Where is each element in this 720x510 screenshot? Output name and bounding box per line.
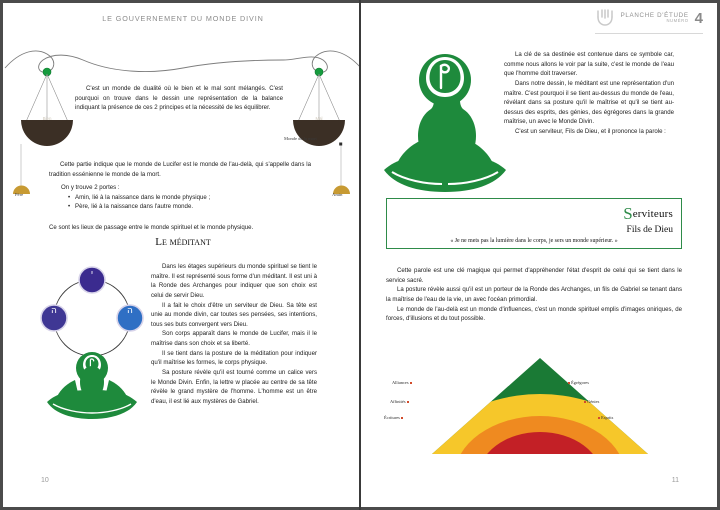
left-col-para-4: Sa posture révèle qu'il est tourné comme un calice vers le Monde Divin. Enfin, la lettre w placée au centre de sa tête révèle le grand mystère de l'homme. L'homme est un être d'eau, il est lié aux mystères de Gabriel.	[151, 368, 317, 405]
pyramid-diagram	[384, 350, 690, 470]
planche-number: 4	[694, 9, 703, 27]
paragraph-lucifer: Cette partie indique que le monde de Lucifer est le monde de l'au-delà, qui s'appelle dans la tradition essénienne le monde de la mort.	[49, 161, 311, 178]
pyramid-label-dot	[598, 417, 600, 419]
quote-word-serviteurs: erviteurs	[632, 208, 673, 220]
paragraph-passage-block	[49, 223, 317, 233]
planche-badge-texts	[621, 13, 689, 24]
left-col-para-1: Il a fait le choix d'être un serviteur de Dieu. Sa tête est unie au monde divin, car toutes ses pensées, ses intentions, tous ses buts convergent vers Dieu.	[151, 301, 317, 328]
label-amin: Amin	[332, 192, 343, 197]
label-monde-de-la-mort: Monde de la mort	[284, 136, 317, 141]
portes-block	[61, 183, 311, 212]
balance-illustration	[3, 28, 360, 136]
planche-detude-badge	[595, 8, 703, 34]
serviteurs-quote-box	[386, 198, 682, 249]
left-page-text-column	[151, 262, 317, 406]
left-col-para-0: Dans les étages supérieurs du monde spirituel se tient le maître. Il est représenté sous forme d'un méditant. Il est uni à la Ronde des Archanges pour indiquer que son choix est celui de servir Dieu.	[151, 263, 317, 299]
pyramid-label-dot	[401, 417, 403, 419]
meditant-svg	[382, 48, 508, 198]
pyramid-label-affinites: Affinités	[390, 399, 409, 404]
left-col-para-2: Son corps apparaît dans le monde de Lucifer, mais il le maîtrise dans son choix et sa liberté.	[151, 330, 317, 347]
numero-label: NUMÉRO	[666, 18, 689, 24]
pyramid-label-alliances: Alliances	[392, 380, 412, 385]
right-col-para-2: C'est un serviteur, Fils de Dieu, et il prononce la parole :	[515, 128, 666, 135]
ronde-des-archanges-diagram	[37, 256, 147, 471]
spread-gutter	[359, 0, 361, 510]
right-page-text-column-top	[504, 50, 674, 137]
quote-box-quote: « Je ne mets pas la lumière dans le corps, je sers un monde supérieur. »	[450, 238, 618, 244]
chalice-icon	[595, 8, 615, 28]
page-top-rule-right	[360, 0, 717, 3]
ronde-svg	[37, 256, 147, 471]
portes-item-0: • Amin, lié à la naissance dans le monde physique ;	[75, 193, 311, 203]
pan-label-mal: Mal	[315, 116, 323, 121]
pyramid-label-ecritures: Écritures	[384, 415, 403, 420]
pan-label-bien: Bien	[42, 116, 52, 121]
pyramid-label-dot	[410, 382, 412, 384]
folio-left: 10	[41, 477, 49, 484]
page-top-rule-left	[3, 0, 360, 3]
right-page	[360, 0, 720, 510]
pyramid-label-esprits: Esprits	[598, 415, 613, 420]
ronde-letter-left: ה	[51, 306, 57, 316]
meditant-illustration	[382, 48, 508, 198]
folio-right: 11	[671, 477, 679, 484]
pyramid-svg	[390, 350, 690, 470]
right-page-text-column-bottom	[386, 266, 682, 324]
ronde-letter-top: י	[90, 269, 93, 279]
pyramid-label-dot	[568, 382, 570, 384]
portes-list	[61, 193, 311, 212]
pyramid-label-dot	[407, 401, 409, 403]
planche-label: PLANCHE D'ÉTUDE	[620, 11, 689, 19]
left-col-para-3: Il se tient dans la posture de la méditation pour indiquer qu'il maîtrise les formes, le corps physique.	[151, 349, 317, 367]
paragraph-passage: Ce sont les lieux de passage entre le monde spirituel et le monde physique.	[49, 224, 254, 231]
quote-word-fils-de-dieu: Fils de Dieu	[626, 225, 673, 235]
label-pere: Père	[15, 192, 24, 197]
after-quote-para-0: Cette parole est une clé magique qui permet d'appréhender l'état d'esprit de celui qui se tient dans le service sacré.	[386, 267, 682, 284]
section-title-le-meditant: Le méditant	[155, 236, 211, 248]
paragraph-balance	[75, 84, 283, 113]
portes-intro: On y trouve 2 portes :	[61, 184, 120, 191]
pyramid-label-dot	[584, 401, 586, 403]
right-col-para-1: Dans notre dessin, le méditant est une représentation d'un maître. C'est pourquoi il se tient au-dessus du monde de l'eau, révélant dans sa posture qu'il le maîtrise et qu'il se tient au-dessus des esprits, des génies, des égrégores dans la grande maîtrise, un avec le Monde Divin.	[504, 79, 674, 126]
portes-item-1: • Père, lié à la naissance dans l'autre monde.	[75, 202, 311, 212]
running-head: LE GOUVERNEMENT DU MONDE DIVIN	[102, 14, 264, 23]
pyramid-label-genies: Génies	[584, 399, 599, 404]
pyramid-label-egregores: Égrégores	[568, 380, 589, 385]
quote-box-heading	[395, 204, 673, 235]
after-quote-para-2: Le monde de l'au-delà est un monde d'influences, c'est un monde spirituel emplis d'images oniriques, de forces, d'illusions et du tout possible.	[386, 305, 682, 323]
paragraph-balance-text: C'est un monde de dualité où le bien et le mal sont mélangés. C'est pourquoi on trouve dans le dessin une représentation de la balance indiquant la présence de ces 2 principes et la nécessité de les équilibrer.	[75, 85, 283, 112]
after-quote-para-1: La posture révèle aussi qu'il est un porteur de la Ronde des Archanges, un fils de Gabriel se tenant dans la maîtrise de l'eau de la vie, un avec l'océan primordial.	[386, 286, 682, 303]
ronde-meditant-figure	[47, 352, 137, 419]
quote-drop-cap: S	[623, 204, 633, 223]
right-col-para-0: La clé de sa destinée est contenue dans ce symbole car, comme nous allons le voir par la suite, c'est le monde de l'eau que l'homme doit traverser.	[504, 51, 674, 78]
paragraph-lucifer-block	[49, 160, 311, 179]
ronde-letter-right: ה	[127, 306, 133, 316]
